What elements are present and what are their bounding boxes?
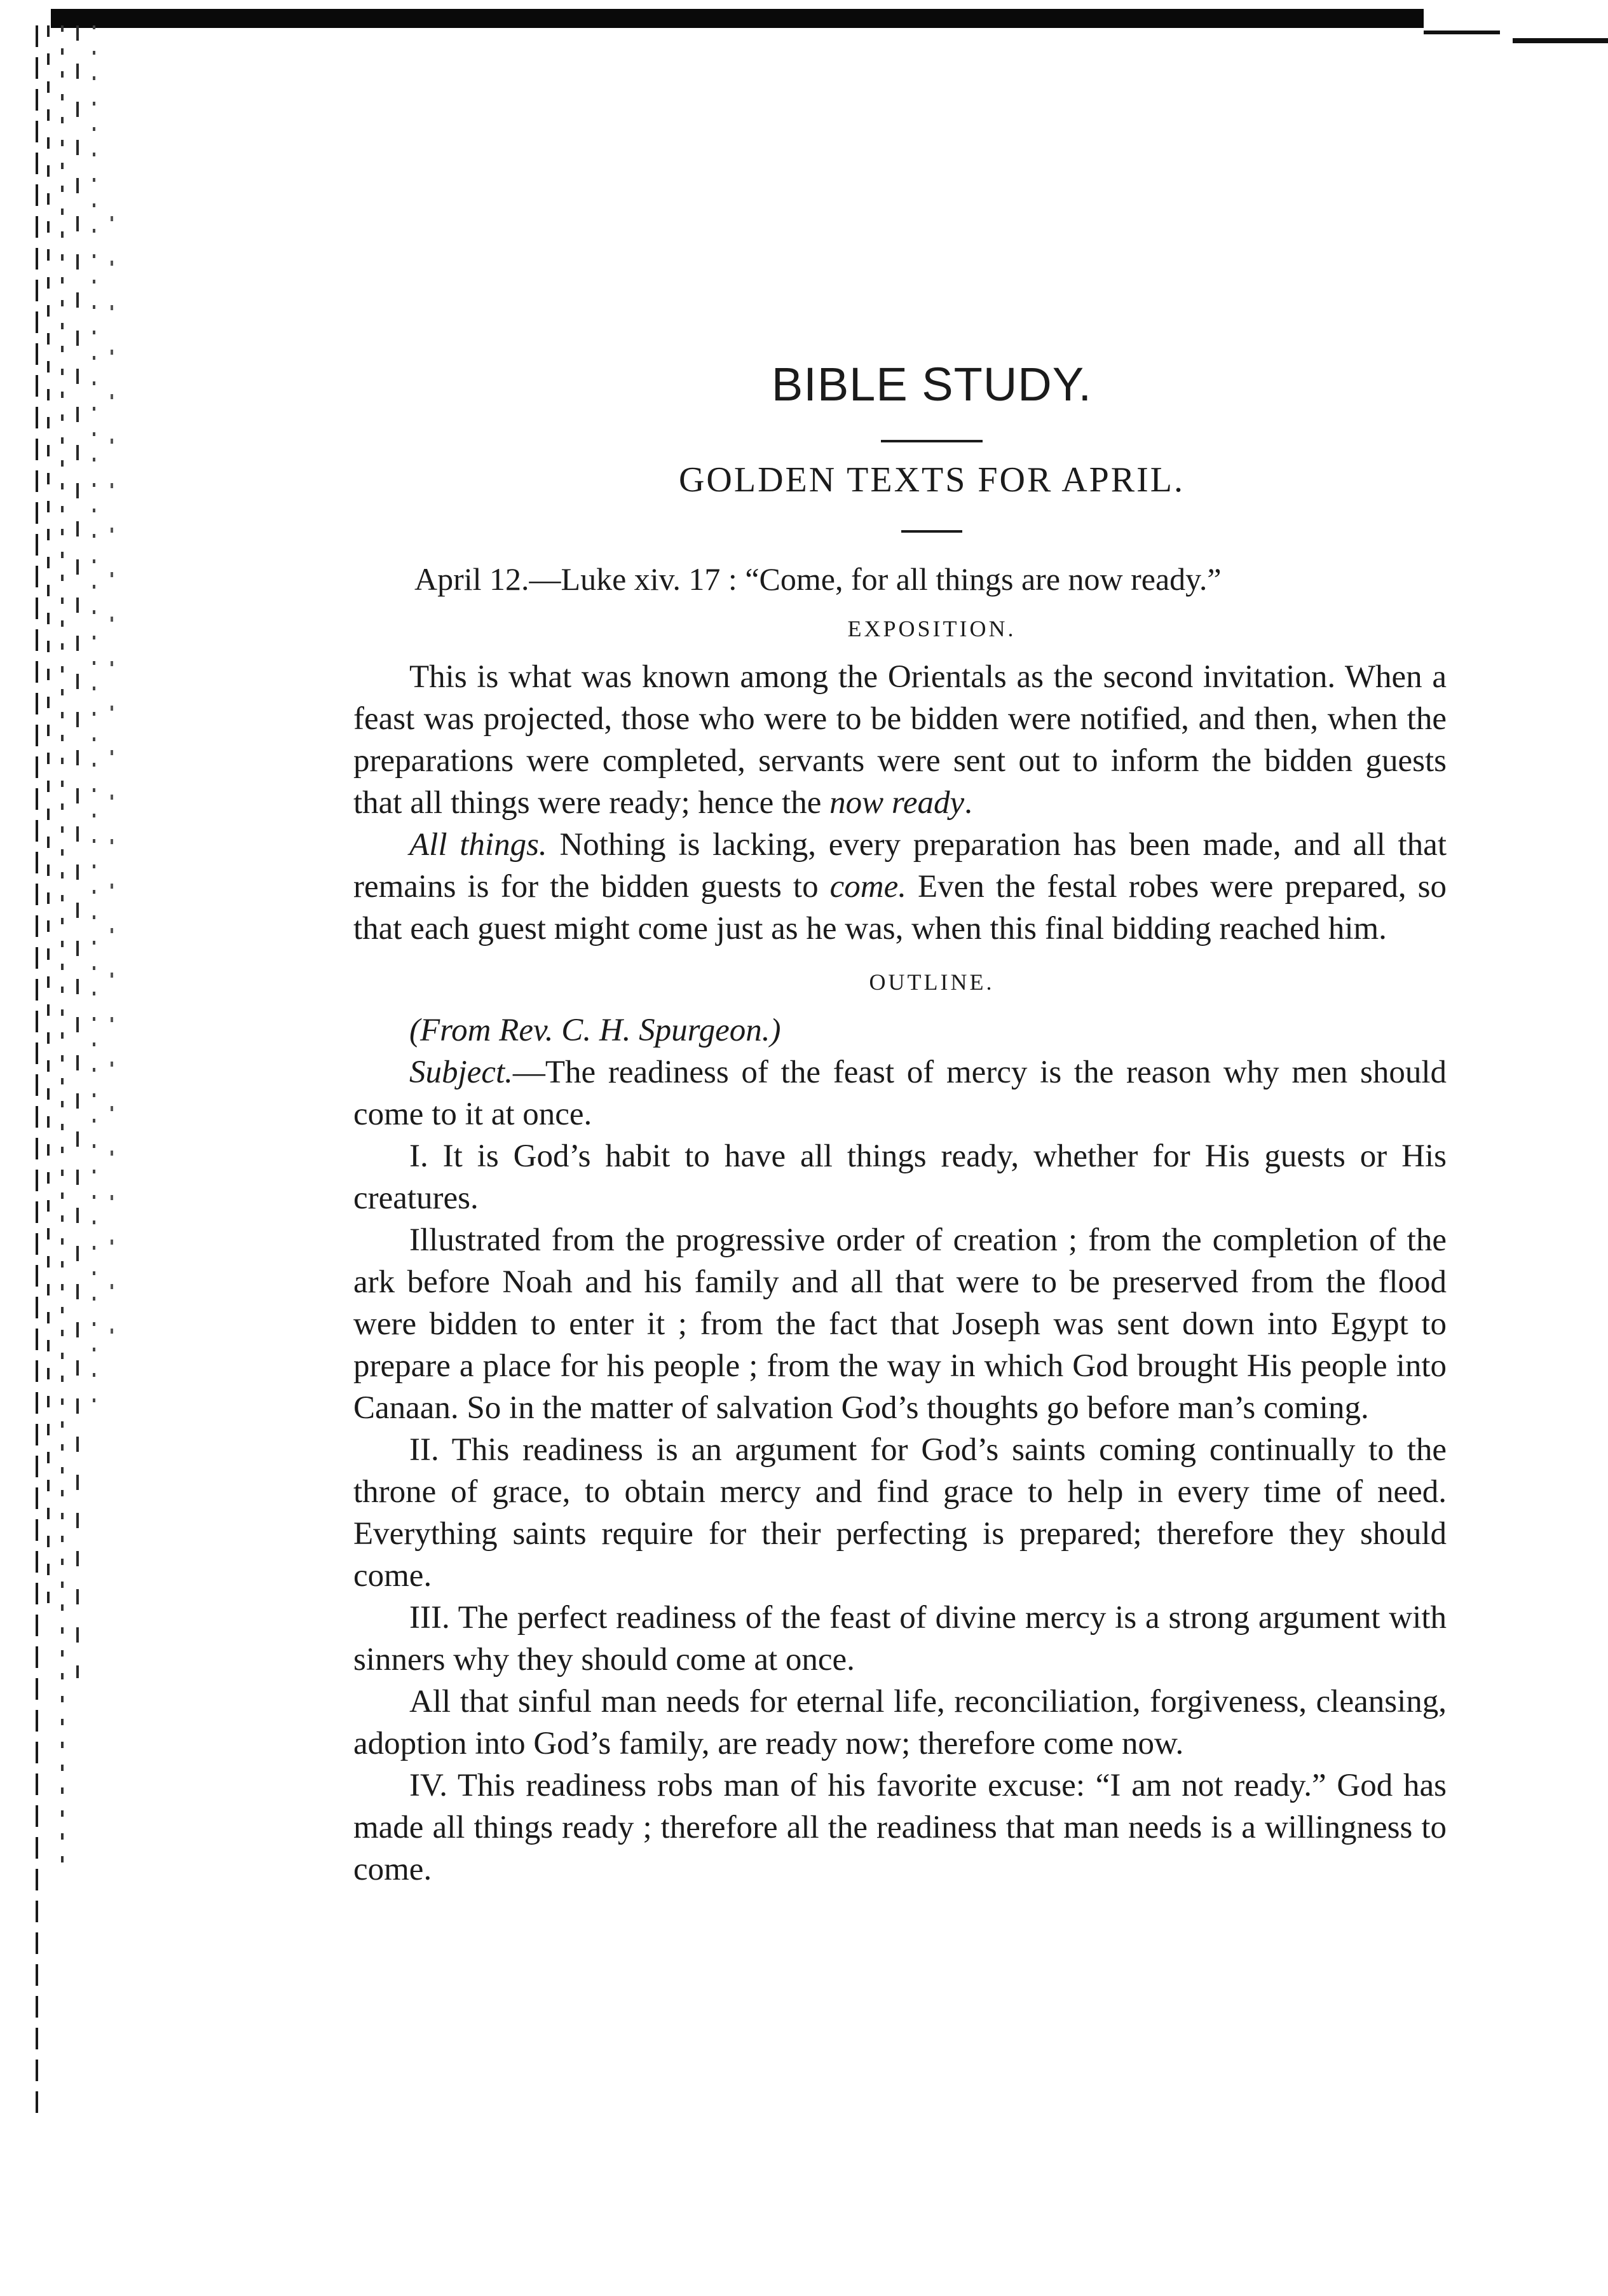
exposition-paragraph-1: This is what was known among the Orientals as the second invitation. When a feast was projected, those who were to be bidden were notified, and then, when the preparations were completed, servants were sent out to inform the bidden guests that all things were ready; hence the now ready.	[353, 659, 1447, 821]
verse-reference: —Luke xiv. 17 :	[529, 561, 746, 597]
outline-point-4: IV. This readiness robs man of his favorite excuse: “I am not ready.” God has made all things ready ; therefore all the readiness that man needs is a willingness to come.	[353, 1768, 1447, 1887]
subtitle-divider	[901, 530, 962, 533]
outline-sinners: All that sinful man needs for eternal life, reconciliation, forgiveness, cleansing, adoption into God’s family, are ready now; therefore come now.	[353, 1684, 1447, 1761]
outline-subject: Subject.—The readiness of the feast of mercy is the reason why men should come to it at once.	[353, 1055, 1447, 1132]
page-content	[353, 356, 1447, 1890]
verse-date: April 12.	[414, 561, 529, 597]
title-divider	[881, 440, 983, 442]
outline-heading: OUTLINE.	[869, 969, 995, 995]
page-title: BIBLE STUDY.	[771, 358, 1093, 411]
golden-text-verse	[353, 558, 1447, 600]
binding-edge	[36, 25, 131, 2296]
outline-illustration: Illustrated from the progressive order of creation ; from the completion of the ark before Noah and his family and all that were to be preserved from the flood were bidden to enter it ; from the fact that Joseph was sent down into Egypt to prepare a place for his people ; from the way in which God brought His people into Canaan. So in the matter of salvation God’s thoughts go before man’s coming.	[353, 1222, 1447, 1426]
outline-point-1: I. It is God’s habit to have all things ready, whether for His guests or His creatures.	[353, 1138, 1447, 1216]
outline-point-3: III. The perfect readiness of the feast of divine mercy is a strong argument with sinners why they should come at once.	[353, 1600, 1447, 1678]
top-border-rule-tail	[1513, 38, 1608, 43]
outline-point-2: II. This readiness is an argument for God’s saints coming continually to the throne of grace, to obtain mercy and find grace to help in every time of need. Everything saints require for their perfecting is prepared; therefore they should come.	[353, 1432, 1447, 1594]
exposition-heading: EXPOSITION.	[847, 616, 1016, 641]
top-border-rule	[51, 9, 1424, 28]
top-border-rule-thin	[1424, 31, 1500, 34]
page-subtitle: GOLDEN TEXTS FOR APRIL.	[678, 460, 1185, 500]
exposition-paragraph-2: All things. Nothing is lacking, every preparation has been made, and all that remains is for the bidden guests to come. Even the festal robes were prepared, so that each guest might come just as he was, when this final bidding reached him.	[353, 827, 1447, 946]
outline-source: (From Rev. C. H. Spurgeon.)	[409, 1013, 781, 1048]
verse-quote: “Come, for all things are now ready.”	[745, 561, 1222, 597]
